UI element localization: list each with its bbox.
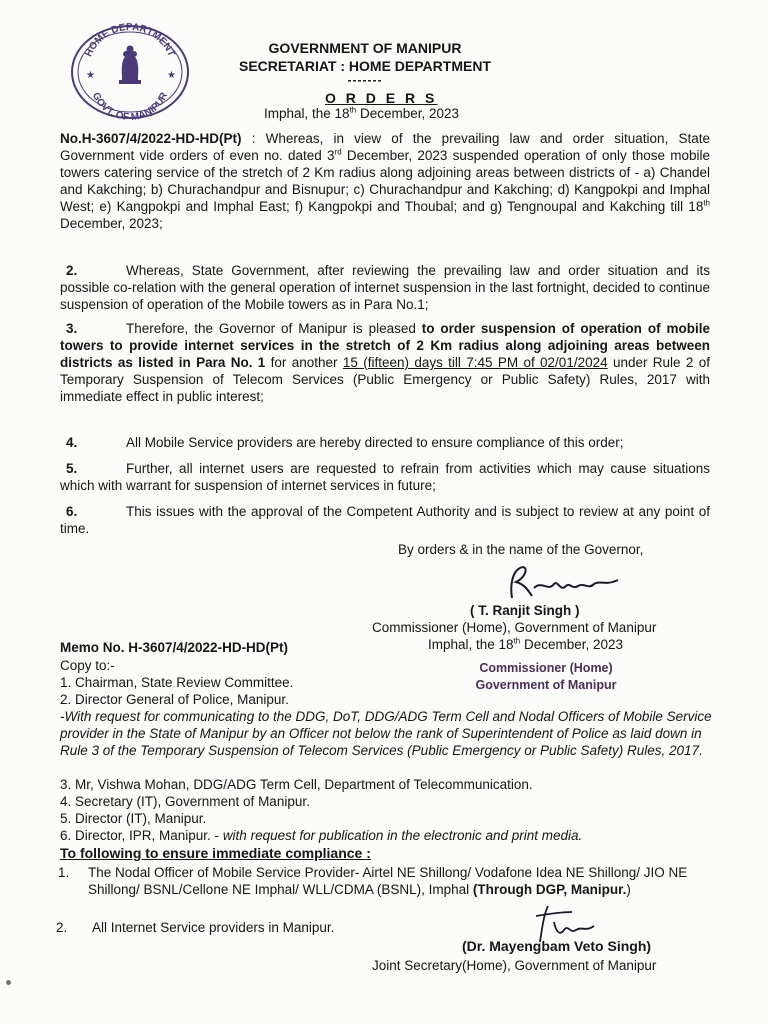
signature-commissioner bbox=[498, 562, 628, 602]
copy-recipient: 6. Director, IPR, Manipur. - with request for publication in the electronic and print media. bbox=[60, 828, 583, 843]
copy-instruction-note: -With request for communicating to the DDG, DoT, DDG/ADG Term Cell and Nodal Officers of Mobile Service provider in the State of Manipur by an Officer not below the rank of Superintendent of Police as laid down in Rule 3 of the Temporary Suspension of Telecom Services (Public Emergency or Public Safety) Rules, 2017. bbox=[60, 709, 712, 758]
paragraph-2: 2. Whereas, State Government, after reviewing the prevailing law and order situation and its possible co-relation with the general operation of internet suspension in the last fortnight, decided to continue suspension of operation of the Mobile towers as in Para No.1; bbox=[60, 263, 710, 312]
seal-top-text: HOME DEPARTMENT bbox=[83, 21, 177, 59]
paragraph-5: 5. Further, all internet users are requested to refrain from activities which may cause situations which with warrant for suspension of internet services in future; bbox=[60, 461, 710, 493]
order-date: Imphal, the 18th December, 2023 bbox=[264, 105, 460, 121]
compliance-item: 1. The Nodal Officer of Mobile Service Provider- Airtel NE Shillong/ Vodafone Idea NE Shillong/ JIO NE Shillong/ BSNL/Cellone NE Imphal/ WLL/CDMA (BSNL), Imphal (Through DGP, Manipur.) bbox=[58, 865, 688, 897]
header-divider: ------- bbox=[347, 73, 383, 87]
copy-recipient: 3. Mr, Vishwa Mohan, DDG/ADG Term Cell, Department of Telecommunication. bbox=[60, 777, 533, 792]
paragraph-6: 6. This issues with the approval of the Competent Authority and is subject to review at any point of time. bbox=[60, 504, 710, 536]
department-title: SECRETARIAT : HOME DEPARTMENT bbox=[239, 58, 491, 74]
copy-recipient: 2. Director General of Police, Manipur. bbox=[60, 692, 289, 707]
star-icon: ★ bbox=[86, 70, 95, 81]
star-icon: ★ bbox=[167, 70, 176, 81]
signatory-designation: Commissioner (Home), Government of Manipur bbox=[372, 620, 657, 635]
copy-recipient: 5. Director (IT), Manipur. bbox=[60, 811, 207, 826]
orders-heading: O R D E R S bbox=[325, 90, 438, 106]
joint-secretary-designation: Joint Secretary(Home), Government of Manipur bbox=[372, 958, 657, 973]
official-stamp-line-1: Commissioner (Home) bbox=[479, 661, 613, 675]
joint-secretary-name: (Dr. Mayengbam Veto Singh) bbox=[462, 938, 652, 954]
paragraph-4: 4. All Mobile Service providers are hereby directed to ensure compliance of this order; bbox=[66, 435, 624, 450]
compliance-heading: To following to ensure immediate compliance : bbox=[60, 845, 371, 861]
by-orders-line: By orders & in the name of the Governor, bbox=[398, 542, 644, 557]
paragraph-3: 3. Therefore, the Governor of Manipur is pleased to order suspension of operation of mobile towers to provide internet services in the stretch of 2 Km radius along adjoining areas between districts as listed in Para No. 1 for another 15 (fifteen) days till 7:45 PM of 02/01/2024 under Rule 2 of Temporary Suspension of Telecom Services (Public Emergency or Public Safety) Rules, 2017 with immediate effect in public interest; bbox=[60, 321, 711, 404]
copy-recipient: 1. Chairman, State Review Committee. bbox=[60, 675, 294, 690]
order-reference-number: No.H-3607/4/2022-HD-HD(Pt) bbox=[60, 131, 242, 146]
government-title: GOVERNMENT OF MANIPUR bbox=[268, 40, 462, 56]
svg-text:GOVT. OF MANIPUR bbox=[90, 90, 171, 120]
home-department-seal bbox=[66, 20, 194, 120]
compliance-item: 2. All Internet Service providers in Manipur. bbox=[56, 920, 335, 935]
signatory-name: ( T. Ranjit Singh ) bbox=[470, 603, 580, 618]
copy-to-label: Copy to:- bbox=[60, 658, 115, 673]
paragraph-1: No.H-3607/4/2022-HD-HD(Pt) : Whereas, in view of the prevailing law and order situation, State Government vide orders of even no. dated 3rd December, 2023 suspended operation of only those mobile towers catering service of the stretch of 2 Km radius along adjoining areas between districts of - a) Chandel and Kakching; b) Churachandpur and Bisnupur; c) Churachandpur and Kakching; d) Kangpokpi and Imphal West; e) Kangpokpi and Imphal East; f) Kangpokpi and Thoubal; and g) Tengnoupal and Kakching till 18th December, 2023; bbox=[60, 131, 710, 231]
memo-number: Memo No. H-3607/4/2022-HD-HD(Pt) bbox=[60, 640, 289, 655]
official-stamp-line-2: Government of Manipur bbox=[475, 678, 617, 692]
copy-recipient: 4. Secretary (IT), Government of Manipur. bbox=[60, 794, 310, 809]
memo-date: Imphal, the 18th December, 2023 bbox=[428, 636, 624, 652]
seal-bottom-text: GOVT. OF MANIPUR bbox=[89, 90, 171, 120]
ashoka-emblem-icon bbox=[119, 46, 141, 85]
scan-speck bbox=[6, 980, 11, 985]
